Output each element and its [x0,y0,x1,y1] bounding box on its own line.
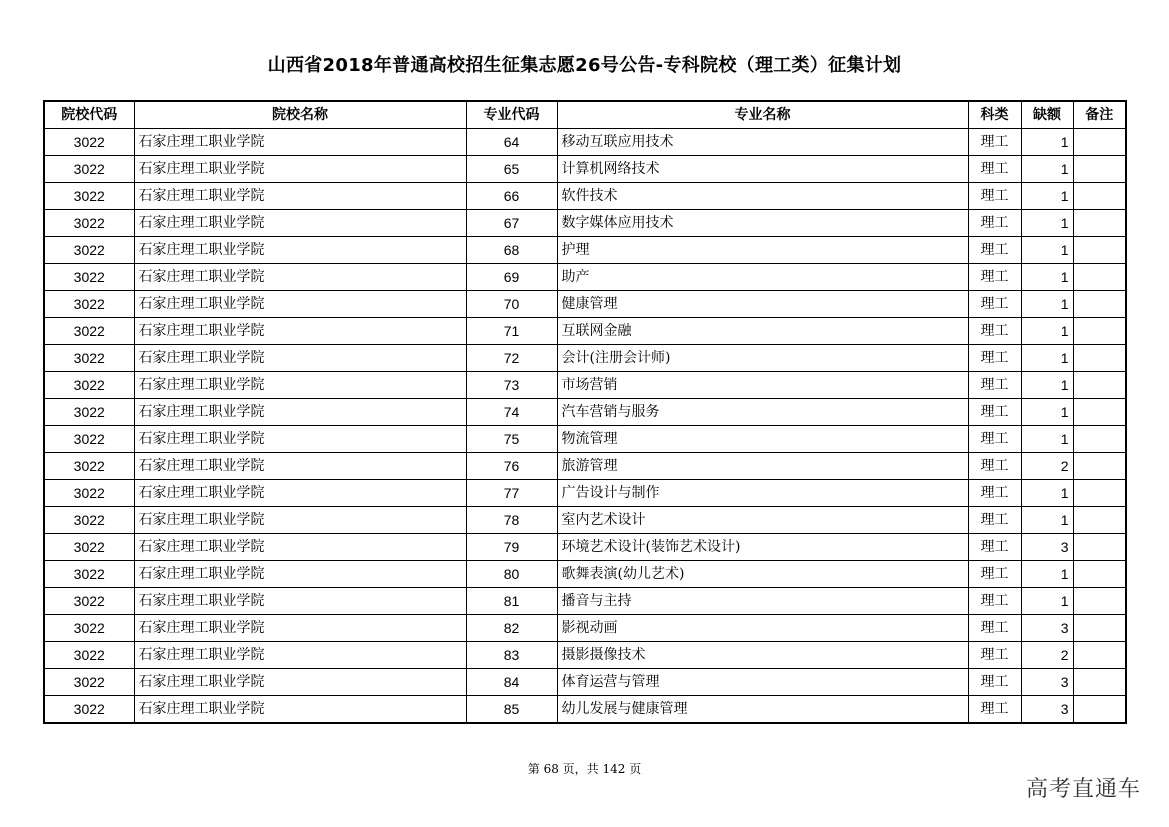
cell-vacancy: 1 [1021,372,1073,399]
cell-major-name: 环境艺术设计(装饰艺术设计) [557,534,968,561]
cell-major-code: 84 [466,669,557,696]
cell-vacancy: 1 [1021,345,1073,372]
cell-school-name: 石家庄理工职业学院 [134,669,466,696]
cell-category: 理工 [968,345,1021,372]
cell-note [1073,372,1126,399]
cell-school-code: 3022 [44,237,134,264]
cell-note [1073,318,1126,345]
cell-school-name: 石家庄理工职业学院 [134,399,466,426]
cell-school-code: 3022 [44,615,134,642]
cell-major-name: 互联网金融 [557,318,968,345]
cell-school-code: 3022 [44,372,134,399]
cell-vacancy: 1 [1021,129,1073,156]
cell-vacancy: 2 [1021,453,1073,480]
cell-major-name: 会计(注册会计师) [557,345,968,372]
cell-note [1073,291,1126,318]
cell-vacancy: 1 [1021,480,1073,507]
cell-major-name: 数字媒体应用技术 [557,210,968,237]
header-school-name: 院校名称 [134,101,466,129]
cell-school-name: 石家庄理工职业学院 [134,696,466,724]
cell-major-code: 78 [466,507,557,534]
cell-school-name: 石家庄理工职业学院 [134,156,466,183]
cell-category: 理工 [968,615,1021,642]
cell-major-name: 歌舞表演(幼儿艺术) [557,561,968,588]
table-row [44,561,1126,588]
cell-major-code: 66 [466,183,557,210]
cell-major-code: 72 [466,345,557,372]
cell-note [1073,480,1126,507]
header-category: 科类 [968,101,1021,129]
enrollment-plan-table [43,100,1127,724]
cell-school-name: 石家庄理工职业学院 [134,480,466,507]
table-row [44,156,1126,183]
table-row [44,642,1126,669]
table-row [44,615,1126,642]
cell-school-name: 石家庄理工职业学院 [134,129,466,156]
watermark-logo: 高考直通车 [1025,777,1141,802]
cell-category: 理工 [968,561,1021,588]
cell-major-name: 健康管理 [557,291,968,318]
page-footer: 第 68 页，共 142 页 [527,762,642,776]
cell-school-code: 3022 [44,480,134,507]
table-row [44,264,1126,291]
cell-major-name: 软件技术 [557,183,968,210]
cell-school-name: 石家庄理工职业学院 [134,264,466,291]
cell-category: 理工 [968,507,1021,534]
cell-major-name: 旅游管理 [557,453,968,480]
cell-school-name: 石家庄理工职业学院 [134,453,466,480]
cell-major-name: 室内艺术设计 [557,507,968,534]
cell-note [1073,615,1126,642]
cell-major-name: 移动互联应用技术 [557,129,968,156]
table-row [44,183,1126,210]
cell-major-code: 64 [466,129,557,156]
cell-school-code: 3022 [44,156,134,183]
cell-category: 理工 [968,210,1021,237]
cell-category: 理工 [968,237,1021,264]
cell-major-code: 80 [466,561,557,588]
table-row [44,399,1126,426]
cell-category: 理工 [968,399,1021,426]
cell-major-code: 75 [466,426,557,453]
cell-school-name: 石家庄理工职业学院 [134,588,466,615]
cell-major-name: 助产 [557,264,968,291]
cell-school-name: 石家庄理工职业学院 [134,291,466,318]
cell-major-name: 汽车营销与服务 [557,399,968,426]
cell-note [1073,696,1126,724]
cell-major-name: 摄影摄像技术 [557,642,968,669]
cell-major-code: 67 [466,210,557,237]
cell-major-code: 73 [466,372,557,399]
cell-school-name: 石家庄理工职业学院 [134,237,466,264]
table-row [44,696,1126,724]
cell-major-code: 82 [466,615,557,642]
cell-vacancy: 1 [1021,399,1073,426]
cell-major-name: 计算机网络技术 [557,156,968,183]
cell-note [1073,129,1126,156]
header-vacancy: 缺额 [1021,101,1073,129]
cell-category: 理工 [968,642,1021,669]
cell-school-code: 3022 [44,183,134,210]
cell-major-code: 76 [466,453,557,480]
cell-school-code: 3022 [44,264,134,291]
page-title: 山西省2018年普通高校招生征集志愿26号公告-专科院校（理工类）征集计划 [267,55,902,76]
cell-school-code: 3022 [44,669,134,696]
cell-school-code: 3022 [44,588,134,615]
cell-vacancy: 1 [1021,156,1073,183]
cell-vacancy: 1 [1021,183,1073,210]
table-row [44,669,1126,696]
cell-major-code: 74 [466,399,557,426]
cell-major-code: 79 [466,534,557,561]
cell-major-code: 77 [466,480,557,507]
table-row [44,291,1126,318]
table-row [44,129,1126,156]
cell-category: 理工 [968,669,1021,696]
cell-school-name: 石家庄理工职业学院 [134,345,466,372]
cell-category: 理工 [968,372,1021,399]
cell-major-code: 68 [466,237,557,264]
cell-vacancy: 1 [1021,210,1073,237]
cell-school-code: 3022 [44,426,134,453]
cell-school-name: 石家庄理工职业学院 [134,642,466,669]
cell-vacancy: 1 [1021,237,1073,264]
header-major-name: 专业名称 [557,101,968,129]
cell-school-name: 石家庄理工职业学院 [134,210,466,237]
cell-major-code: 83 [466,642,557,669]
cell-note [1073,210,1126,237]
cell-category: 理工 [968,426,1021,453]
table-row [44,372,1126,399]
cell-school-code: 3022 [44,642,134,669]
cell-note [1073,534,1126,561]
cell-school-name: 石家庄理工职业学院 [134,534,466,561]
cell-vacancy: 3 [1021,615,1073,642]
cell-note [1073,237,1126,264]
cell-school-code: 3022 [44,345,134,372]
cell-major-name: 市场营销 [557,372,968,399]
cell-note [1073,588,1126,615]
cell-note [1073,507,1126,534]
cell-vacancy: 3 [1021,696,1073,724]
cell-school-code: 3022 [44,399,134,426]
cell-note [1073,264,1126,291]
cell-major-name: 播音与主持 [557,588,968,615]
cell-vacancy: 1 [1021,561,1073,588]
cell-school-code: 3022 [44,696,134,724]
cell-school-code: 3022 [44,291,134,318]
cell-category: 理工 [968,696,1021,724]
cell-major-code: 70 [466,291,557,318]
cell-vacancy: 1 [1021,291,1073,318]
cell-school-code: 3022 [44,318,134,345]
table-row [44,318,1126,345]
header-note: 备注 [1073,101,1126,129]
table-row [44,507,1126,534]
cell-note [1073,561,1126,588]
cell-category: 理工 [968,291,1021,318]
cell-school-name: 石家庄理工职业学院 [134,183,466,210]
cell-vacancy: 1 [1021,588,1073,615]
table-body [44,129,1126,724]
cell-category: 理工 [968,183,1021,210]
cell-major-code: 85 [466,696,557,724]
cell-school-name: 石家庄理工职业学院 [134,426,466,453]
cell-note [1073,156,1126,183]
table-row [44,237,1126,264]
table-row [44,534,1126,561]
cell-note [1073,426,1126,453]
cell-note [1073,399,1126,426]
header-school-code: 院校代码 [44,101,134,129]
cell-vacancy: 2 [1021,642,1073,669]
table-header-row [44,101,1126,129]
cell-school-code: 3022 [44,453,134,480]
cell-note [1073,453,1126,480]
cell-school-name: 石家庄理工职业学院 [134,561,466,588]
cell-category: 理工 [968,264,1021,291]
cell-school-name: 石家庄理工职业学院 [134,372,466,399]
cell-note [1073,642,1126,669]
cell-major-code: 71 [466,318,557,345]
cell-school-code: 3022 [44,561,134,588]
cell-school-code: 3022 [44,534,134,561]
cell-category: 理工 [968,588,1021,615]
cell-category: 理工 [968,453,1021,480]
table-row [44,210,1126,237]
cell-vacancy: 1 [1021,507,1073,534]
cell-school-code: 3022 [44,507,134,534]
cell-vacancy: 3 [1021,669,1073,696]
cell-school-code: 3022 [44,129,134,156]
cell-vacancy: 1 [1021,264,1073,291]
cell-major-code: 81 [466,588,557,615]
cell-major-code: 65 [466,156,557,183]
cell-major-code: 69 [466,264,557,291]
cell-vacancy: 3 [1021,534,1073,561]
cell-category: 理工 [968,480,1021,507]
cell-major-name: 物流管理 [557,426,968,453]
cell-note [1073,345,1126,372]
cell-school-name: 石家庄理工职业学院 [134,318,466,345]
cell-vacancy: 1 [1021,426,1073,453]
cell-major-name: 影视动画 [557,615,968,642]
cell-major-name: 幼儿发展与健康管理 [557,696,968,724]
cell-vacancy: 1 [1021,318,1073,345]
table-row [44,480,1126,507]
header-major-code: 专业代码 [466,101,557,129]
cell-category: 理工 [968,129,1021,156]
cell-category: 理工 [968,318,1021,345]
cell-major-name: 护理 [557,237,968,264]
cell-note [1073,669,1126,696]
cell-school-name: 石家庄理工职业学院 [134,507,466,534]
table-row [44,453,1126,480]
cell-category: 理工 [968,156,1021,183]
cell-major-name: 广告设计与制作 [557,480,968,507]
cell-school-code: 3022 [44,210,134,237]
cell-category: 理工 [968,534,1021,561]
cell-school-name: 石家庄理工职业学院 [134,615,466,642]
cell-note [1073,183,1126,210]
cell-major-name: 体育运营与管理 [557,669,968,696]
table-row [44,588,1126,615]
table-row [44,426,1126,453]
table-row [44,345,1126,372]
